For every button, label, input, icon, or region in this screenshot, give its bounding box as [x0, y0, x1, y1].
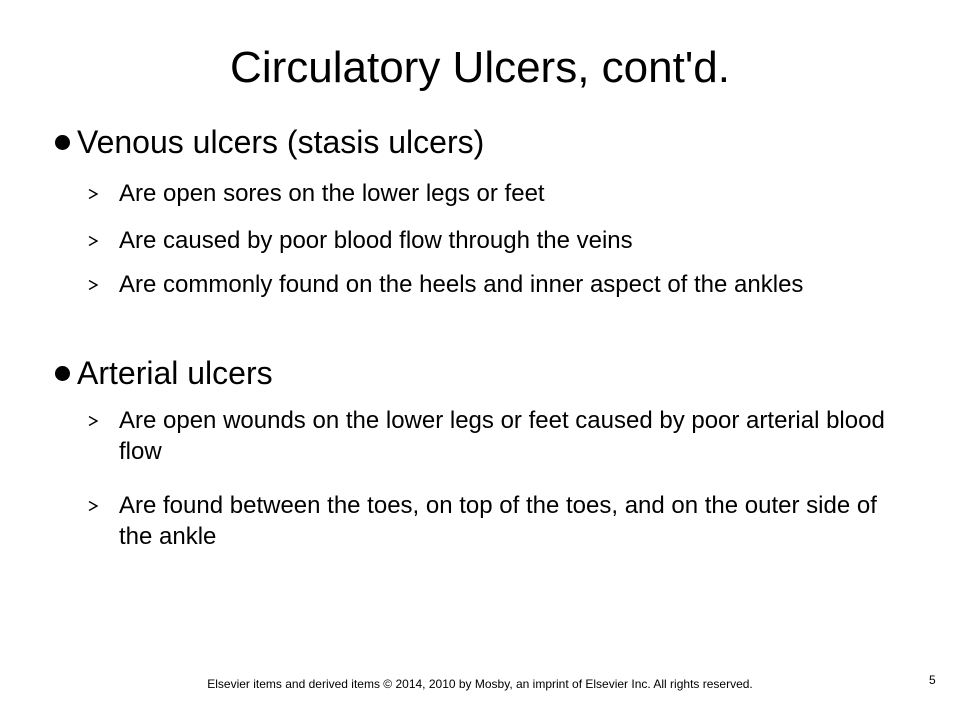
round-bullet-icon: [55, 135, 70, 150]
section-heading-text: Arterial ulcers: [77, 355, 273, 391]
list-item-text: Are open sores on the lower legs or feet: [119, 180, 545, 207]
page-number: 5: [929, 673, 936, 687]
list-item-text: Are found between the toes, on top of the toes, and on the outer side of the ankle: [119, 492, 877, 550]
list-item-text: Are commonly found on the heels and inner aspect of the ankles: [119, 271, 804, 298]
list-item-text: Are open wounds on the lower legs or feet caused by poor arterial blood flow: [119, 407, 885, 465]
arrowhead-bullet-icon: [88, 416, 98, 426]
arrowhead-bullet-icon: [88, 236, 98, 246]
slide-title: Circulatory Ulcers, cont'd.: [230, 43, 730, 92]
list-item-text: Are caused by poor blood flow through the veins: [119, 227, 633, 254]
round-bullet-icon: [55, 366, 70, 381]
section-heading-text: Venous ulcers (stasis ulcers): [77, 124, 485, 160]
copyright-footer: Elsevier items and derived items © 2014, 2010 by Mosby, an imprint of Elsevier Inc. All rights reserved.: [207, 677, 753, 691]
arrowhead-bullet-icon: [88, 280, 98, 290]
arrowhead-bullet-icon: [88, 501, 98, 511]
arrowhead-bullet-icon: [88, 189, 98, 199]
